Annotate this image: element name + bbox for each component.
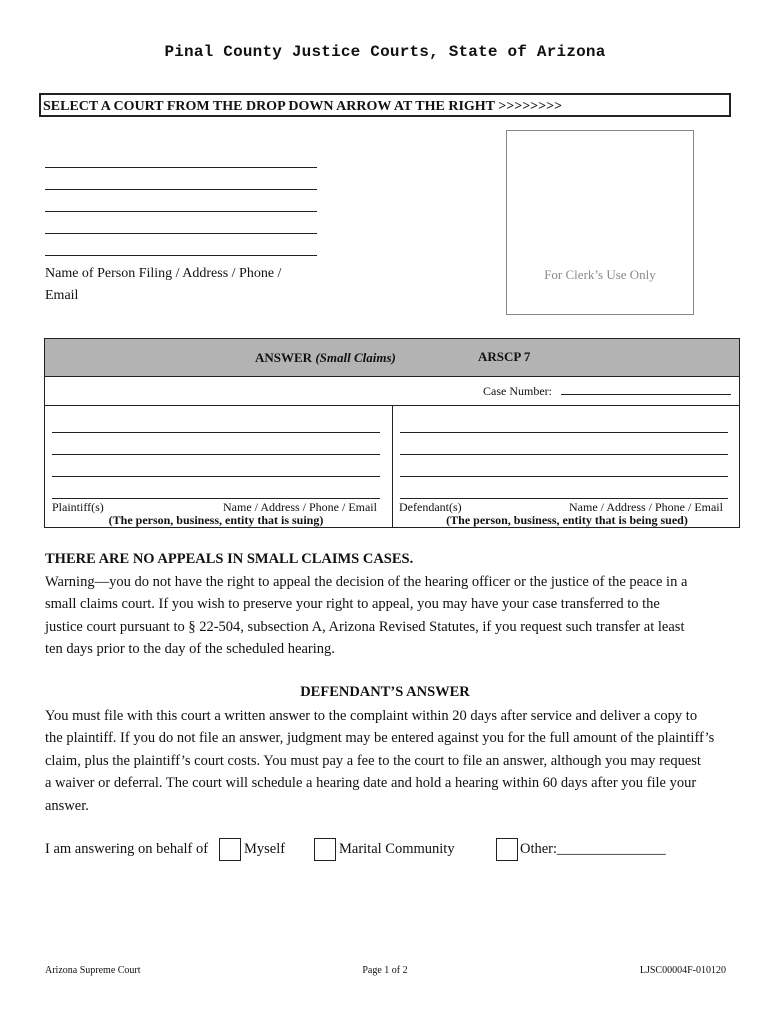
appeals-heading: THERE ARE NO APPEALS IN SMALL CLAIMS CASES. xyxy=(45,551,414,567)
appeals-line: Warning—you do not have the right to appeal the decision of the hearing officer or the justice of the peace in a xyxy=(45,574,688,590)
behalf-prefix: I am answering on behalf of xyxy=(45,841,209,857)
filer-label-line1: Name of Person Filing / Address / Phone / xyxy=(45,266,282,281)
filer-line-3[interactable] xyxy=(45,211,317,212)
defendant-line-2[interactable] xyxy=(400,454,728,455)
plaintiff-line-3[interactable] xyxy=(52,476,380,477)
footer-left: Arizona Supreme Court xyxy=(45,965,141,976)
plaintiff-fields-label: Name / Address / Phone / Email xyxy=(223,500,377,514)
answer-line: You must file with this court a written answer to the complaint within 20 days after service and deliver a copy to xyxy=(45,708,698,724)
answer-line: answer. xyxy=(45,797,89,814)
answer-line: a waiver or deferral. The court will schedule a hearing date and hold a hearing within 60 days after you file your xyxy=(45,775,697,792)
page-number: Page 1 of 2 xyxy=(362,965,408,976)
plaintiff-note: (The person, business, entity that is suing) xyxy=(108,513,324,527)
other-checkbox[interactable] xyxy=(496,838,518,861)
form-code: LJSC00004F-010120 xyxy=(639,965,726,976)
plaintiff-label: Plaintiff(s) xyxy=(52,500,104,514)
filer-line-4[interactable] xyxy=(45,233,317,234)
answer-line: claim, plus the plaintiff’s court costs. You must pay a fee to the court to file an answer, although you may request xyxy=(45,752,701,769)
marital-community-checkbox[interactable] xyxy=(314,838,336,861)
appeals-line: ten days prior to the day of the scheduled hearing. xyxy=(45,641,335,658)
defendant-answer-heading: DEFENDANT’S ANSWER xyxy=(300,684,470,700)
answer-type: (Small Claims) xyxy=(315,350,396,365)
appeals-warning xyxy=(45,571,745,661)
marital-community-label: Marital Community xyxy=(339,841,455,857)
appeals-line: justice court pursuant to § 22-504, subsection A, Arizona Revised Statutes, if you request such transfer at least xyxy=(45,618,685,635)
plaintiff-line-1[interactable] xyxy=(52,432,380,433)
case-number-field[interactable] xyxy=(561,394,731,395)
filer-label-line2: Email xyxy=(45,288,79,303)
defendant-line-1[interactable] xyxy=(400,432,728,433)
defendant-answer-text xyxy=(45,705,750,817)
case-caption-table xyxy=(44,338,740,528)
plaintiff-line-2[interactable] xyxy=(52,454,380,455)
defendant-line-4[interactable] xyxy=(400,498,728,499)
filer-line-2[interactable] xyxy=(45,189,317,190)
page-title: Pinal County Justice Courts, State of Arizona xyxy=(164,43,606,61)
myself-label: Myself xyxy=(244,841,286,857)
plaintiff-line-4[interactable] xyxy=(52,498,380,499)
answer-label: ANSWER xyxy=(255,350,313,365)
parties-section xyxy=(45,406,739,527)
case-number-row xyxy=(45,376,739,406)
defendant-label: Defendant(s) xyxy=(399,500,462,514)
other-label: Other:_______________ xyxy=(520,841,666,857)
answer-title xyxy=(255,350,396,366)
appeals-line: small claims court. If you wish to preserve your right to appeal, you may have your case transferred to the xyxy=(45,596,660,613)
case-number-label: Case Number: xyxy=(483,384,552,398)
myself-checkbox[interactable] xyxy=(219,838,241,861)
answer-line: the plaintiff. If you do not file an answer, judgment may be entered against you for the full amount of the plaintiff’s xyxy=(45,730,715,747)
party-divider xyxy=(392,406,393,527)
case-table-header xyxy=(45,339,739,377)
defendant-fields-label: Name / Address / Phone / Email xyxy=(569,500,723,514)
clerk-use-box xyxy=(506,130,694,315)
filer-label xyxy=(45,263,335,307)
defendant-line-3[interactable] xyxy=(400,476,728,477)
filer-line-5[interactable] xyxy=(45,255,317,256)
defendant-note: (The person, business, entity that is being sued) xyxy=(446,513,688,527)
court-select-dropdown[interactable]: SELECT A COURT FROM THE DROP DOWN ARROW AT THE RIGHT >>>>>>>> xyxy=(39,93,731,117)
rule-reference: ARSCP 7 xyxy=(478,349,531,364)
clerk-use-label: For Clerk’s Use Only xyxy=(544,267,656,282)
filer-line-1[interactable] xyxy=(45,167,317,168)
